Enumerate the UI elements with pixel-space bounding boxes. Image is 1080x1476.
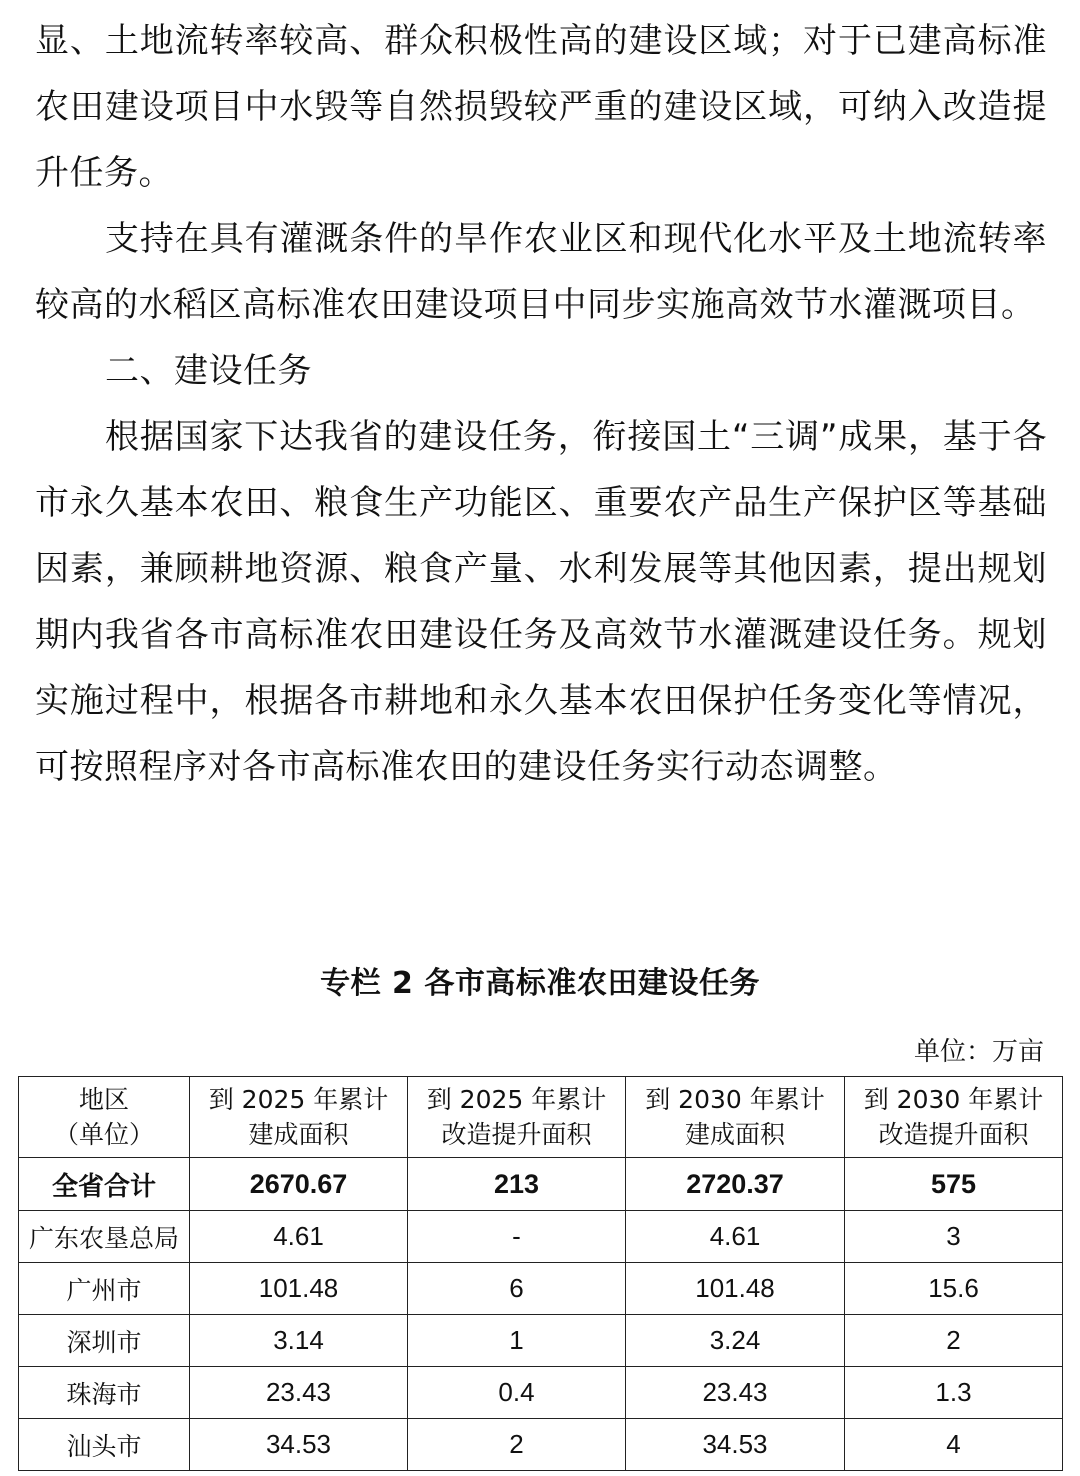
cell-region: 广东农垦总局 [19, 1211, 190, 1263]
cell-region: 广州市 [19, 1263, 190, 1315]
cell-2030-upgrade: 575 [845, 1158, 1063, 1211]
cell-2030-built: 101.48 [626, 1263, 845, 1315]
header-line: 建成面积 [248, 1120, 349, 1149]
table-header-row [19, 1077, 1063, 1158]
cell-2025-upgrade: 6 [408, 1263, 626, 1315]
table-title: 专栏 2 各市高标准农田建设任务 [320, 966, 760, 1001]
header-2030-upgrade [845, 1077, 1063, 1158]
cell-2030-upgrade: 3 [845, 1211, 1063, 1263]
cell-2030-upgrade: 4 [845, 1419, 1063, 1471]
cell-2030-built: 2720.37 [626, 1158, 845, 1211]
table-row [19, 1367, 1063, 1419]
construction-task-table [18, 1076, 1063, 1471]
cell-2025-built: 2670.67 [190, 1158, 408, 1211]
cell-region: 汕头市 [19, 1419, 190, 1471]
table-row [19, 1419, 1063, 1471]
header-line: 改造提升面积 [441, 1120, 592, 1149]
table-row [19, 1263, 1063, 1315]
cell-2025-built: 3.14 [190, 1315, 408, 1367]
cell-2030-upgrade: 2 [845, 1315, 1063, 1367]
header-line: 到 2025 年累计 [426, 1085, 607, 1114]
header-line: 到 2030 年累计 [645, 1085, 825, 1114]
cell-2025-built: 101.48 [190, 1263, 408, 1315]
table-unit-label: 单位：万亩 [913, 1037, 1044, 1067]
paragraph-irrigation-support: 支持在具有灌溉条件的旱作农业区和现代化水平及土地流转率较高的水稻区高标准农田建设项目中同步实施高效节水灌溉项目。 [35, 219, 1047, 325]
header-line: 地区 [78, 1085, 129, 1114]
header-line: （单位） [53, 1120, 154, 1149]
cell-2030-built: 3.24 [626, 1315, 845, 1367]
cell-region: 珠海市 [19, 1367, 190, 1419]
header-2025-upgrade [408, 1077, 626, 1158]
cell-2025-upgrade: 213 [408, 1158, 626, 1211]
document-body [35, 8, 1047, 800]
cell-region: 深圳市 [19, 1315, 190, 1367]
table-row [19, 1315, 1063, 1367]
header-line: 改造提升面积 [878, 1120, 1029, 1149]
header-line: 到 2030 年累计 [863, 1085, 1044, 1114]
paragraph-construction-tasks: 根据国家下达我省的建设任务，衔接国土“三调”成果，基于各市永久基本农田、粮食生产功能区、重要农产品生产保护区等基础因素，兼顾耕地资源、粮食产量、水利发展等其他因素，提出规划期内我省各市高标准农田建设任务及高效节水灌溉建设任务。规划实施过程中，根据各市耕地和永久基本农田保护任务变化等情况，可按照程序对各市高标准农田的建设任务实行动态调整。 [35, 417, 1047, 787]
cell-2025-built: 23.43 [190, 1367, 408, 1419]
cell-region: 全省合计 [19, 1158, 190, 1211]
cell-2025-upgrade: 2 [408, 1419, 626, 1471]
table-row-total [19, 1158, 1063, 1211]
header-line: 到 2025 年累计 [208, 1085, 389, 1114]
header-region [19, 1077, 190, 1158]
cell-2025-built: 4.61 [190, 1211, 408, 1263]
table-row [19, 1211, 1063, 1263]
section-heading: 二、建设任务 [105, 351, 312, 391]
cell-2030-built: 4.61 [626, 1211, 845, 1263]
cell-2030-built: 34.53 [626, 1419, 845, 1471]
cell-2030-upgrade: 15.6 [845, 1263, 1063, 1315]
cell-2025-upgrade: - [408, 1211, 626, 1263]
cell-2030-upgrade: 1.3 [845, 1367, 1063, 1419]
cell-2025-upgrade: 1 [408, 1315, 626, 1367]
paragraph-construction-areas: 显、土地流转率较高、群众积极性高的建设区域；对于已建高标准农田建设项目中水毁等自然损毁较严重的建设区域，可纳入改造提升任务。 [35, 21, 1047, 193]
cell-2025-built: 34.53 [190, 1419, 408, 1471]
header-2025-built [190, 1077, 408, 1158]
cell-2025-upgrade: 0.4 [408, 1367, 626, 1419]
cell-2030-built: 23.43 [626, 1367, 845, 1419]
header-line: 建成面积 [684, 1120, 785, 1149]
header-2030-built [626, 1077, 845, 1158]
